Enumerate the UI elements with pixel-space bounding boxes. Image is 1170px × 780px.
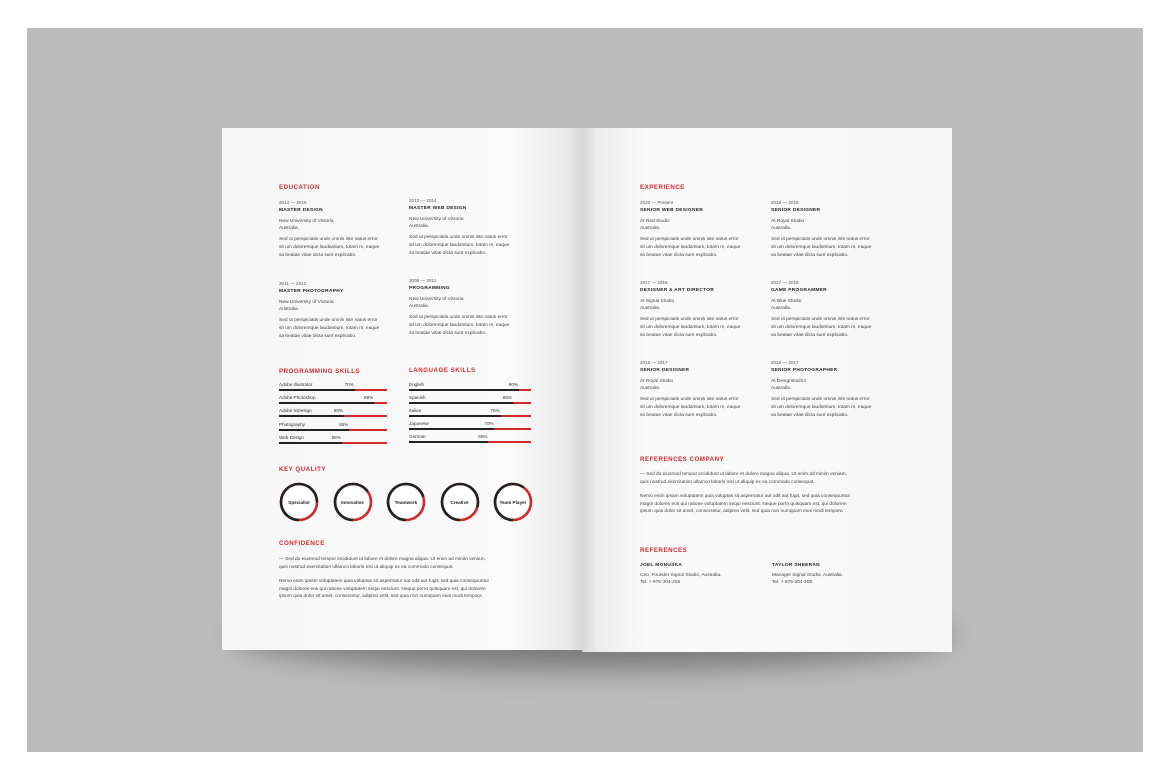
- para-line: magni dolores eos qui ratione voluptatem sequi nesciunt. Neque porro quisquam est, qui dolorem: [640, 501, 847, 507]
- skill-bar: [279, 435, 387, 445]
- education-desc: [279, 236, 409, 259]
- language-label: Spanish: [409, 395, 426, 400]
- para-line: — Sed do eiusmod tempor incididunt ut labore et dolore magna aliqua. Ut enim ad minim veniam,: [279, 557, 486, 562]
- reference-tel: Tel. + 975-304-205: [640, 580, 681, 586]
- education-entry: [409, 198, 539, 257]
- quality-ring: [333, 482, 373, 522]
- desc-line: sa beatae vitae dicta sunt explicabo.: [640, 412, 718, 418]
- desc-line: Sed ut perspiciatis unde omnis iste natus error: [409, 315, 508, 321]
- desc-line: sa beatae vitae dicta sunt explicabo.: [771, 412, 849, 418]
- skill-percent: 60%: [333, 408, 343, 414]
- desc-line: sit um doloremque laudantium, totam m, eaque: [640, 245, 741, 250]
- experience-place: At Royal Studio: [771, 219, 805, 224]
- experience-date: 2017 — 2018: [640, 280, 668, 285]
- skill-fill: [279, 402, 374, 404]
- references-heading: REFERENCES: [640, 547, 688, 554]
- language-bar: [409, 382, 531, 392]
- experience-entry: [771, 360, 901, 419]
- language-bar: [409, 421, 531, 431]
- experience-desc: [771, 316, 901, 339]
- left-page: [222, 128, 582, 650]
- experience-entry: [640, 360, 770, 419]
- education-title: MASTER DESIGN: [279, 208, 323, 213]
- education-date: 2014 — 2016: [279, 200, 307, 205]
- programming-skills-heading: PROGRAMMING SKILLS: [279, 368, 361, 375]
- desc-line: sa beatae vitae dicta sunt explicabo.: [279, 252, 357, 258]
- references-company-heading: REFERENCES COMPANY: [640, 456, 725, 463]
- quality-ring: [386, 482, 426, 522]
- references-company-para1: [640, 471, 847, 486]
- education-heading: EDUCATION: [279, 184, 320, 191]
- reference-role: Ceo, Founder Signal Studio, Australia.: [640, 573, 722, 578]
- skill-bar: [279, 395, 387, 405]
- experience-title: SENIOR DESIGNER: [771, 208, 821, 213]
- quality-ring: [493, 482, 533, 522]
- right-page: [582, 128, 952, 652]
- language-track: [409, 402, 531, 404]
- language-track: [409, 415, 531, 417]
- skill-fill: [279, 415, 344, 417]
- desc-line: sit um doloremque laudantium, totam m, eaque: [409, 243, 510, 248]
- education-place: New University of Victoria: [409, 297, 464, 302]
- experience-title: SENIOR DESIGNER: [640, 368, 690, 373]
- language-bar: [409, 395, 531, 405]
- language-percent: 85%: [502, 395, 512, 400]
- skill-fill: [279, 442, 342, 444]
- experience-place2: Australia.: [771, 386, 791, 392]
- desc-line: Sed ut perspiciatis unde omnis iste natus error: [771, 397, 870, 403]
- language-fill: [409, 441, 488, 443]
- skill-track: [279, 442, 387, 444]
- desc-line: sit um doloremque laudantium, totam m, eaque: [279, 245, 380, 250]
- confidence-heading: CONFIDENCE: [279, 540, 325, 547]
- desc-line: Sed ut perspiciatis unde omnis iste natus error: [771, 317, 870, 323]
- desc-line: sa beatae vitae dicta sunt explicabo.: [279, 333, 357, 339]
- desc-line: sit um doloremque laudantium, totam m, eaque: [640, 405, 741, 410]
- para-line: ipsum quia dolor sit amet, consectetur, adipisci velit, sed quia non numquam eius modi tempora: [279, 594, 482, 600]
- skill-fill: [279, 429, 349, 431]
- para-line: ipsum quia dolor sit amet, consectetur, adipisci velit, sed quia non numquam eius modi tempora: [640, 509, 843, 515]
- desc-line: sit um doloremque laudantium, totam m, eaque: [771, 245, 872, 250]
- desc-line: Sed ut perspiciatis unde omnis iste natus error: [640, 237, 739, 243]
- skill-label: Adobe Photoshop: [279, 395, 316, 401]
- skill-percent: 65%: [339, 421, 349, 427]
- desc-line: sa beatae vitae dicta sunt explicabo.: [409, 330, 487, 336]
- skill-bar: [279, 408, 387, 418]
- language-skills-heading: LANGUAGE SKILLS: [409, 367, 476, 374]
- language-bar: [409, 408, 531, 418]
- language-fill: [409, 389, 519, 391]
- education-place2: Australia.: [409, 224, 429, 230]
- experience-title: SENIOR WEB DESIGNER: [640, 208, 704, 213]
- experience-date: 2020 — Present: [640, 200, 674, 205]
- language-label: English: [409, 382, 425, 387]
- quality-label: Specialist: [288, 499, 310, 505]
- experience-place: At Red Studio: [640, 219, 670, 224]
- para-line: Nemo enim ipsam voluptatem quia voluptas sit aspernatur aut odit aut fugit, sed quia consequuntur: [279, 579, 490, 584]
- education-title: PROGRAMMING: [409, 286, 450, 291]
- education-title: MASTER PHOTOGRAPHY: [279, 289, 344, 294]
- language-percent: 90%: [508, 382, 518, 387]
- language-percent: 70%: [484, 421, 494, 426]
- education-desc: [409, 314, 539, 337]
- language-fill: [409, 415, 501, 417]
- reference-role: Manager Signal Studio, Australia.: [772, 573, 843, 578]
- quality-label: Creative: [450, 499, 469, 505]
- language-track: [409, 389, 531, 391]
- experience-place: At Blue Studio: [771, 299, 802, 304]
- skill-percent: 70%: [344, 382, 354, 387]
- experience-place2: Australia.: [771, 226, 791, 232]
- skill-track: [279, 402, 387, 404]
- experience-date: 2018 — 2019: [771, 200, 799, 205]
- key-quality-heading: KEY QUALITY: [279, 466, 326, 473]
- desc-line: sa beatae vitae dicta sunt explicabo.: [409, 250, 487, 256]
- desc-line: Sed ut perspiciatis unde omnis iste natus error: [771, 237, 870, 243]
- desc-line: sa beatae vitae dicta sunt explicabo.: [771, 332, 849, 338]
- language-track: [409, 441, 531, 443]
- education-date: 2009 — 2011: [409, 278, 437, 283]
- references-company-para2: [640, 493, 850, 516]
- experience-date: 2016 — 2017: [771, 360, 799, 365]
- experience-place: At Signal Studio: [640, 299, 675, 304]
- education-place2: Australia.: [279, 226, 299, 232]
- education-desc: [279, 317, 409, 340]
- skill-bar: [279, 422, 387, 432]
- language-label: Italian: [409, 408, 422, 413]
- quality-ring: [279, 482, 319, 522]
- education-entry: [279, 281, 409, 340]
- skill-percent: 88%: [364, 395, 374, 401]
- experience-place2: Australia.: [771, 306, 791, 312]
- language-percent: 75%: [490, 408, 500, 413]
- experience-entry: [771, 200, 901, 259]
- experience-date: 2016 — 2017: [640, 360, 668, 365]
- experience-place2: Australia.: [640, 306, 660, 312]
- education-date: 2012 — 2014: [409, 198, 437, 203]
- education-desc: [409, 234, 539, 257]
- experience-heading: EXPERIENCE: [640, 184, 685, 191]
- confidence-para2: [279, 578, 489, 601]
- skill-label: Web Design: [279, 434, 304, 440]
- education-entry: [409, 278, 539, 337]
- desc-line: sit um doloremque laudantium, totam m, eaque: [771, 325, 872, 330]
- skill-track: [279, 429, 387, 431]
- para-line: — Sed do eiusmod tempor incididunt ut labore et dolore magna aliqua. Ut enim ad minim veniam,: [640, 472, 847, 477]
- language-fill: [409, 402, 513, 404]
- experience-place: At Designsoul14: [771, 379, 806, 384]
- para-line: quis nostrud exercitation ullamco laboris nisi ut aliquip ex ea commodo consequat.: [640, 479, 815, 485]
- reference-card: [772, 563, 843, 586]
- language-percent: 65%: [478, 434, 488, 439]
- skill-fill: [279, 389, 355, 391]
- reference-card: [640, 563, 721, 586]
- desc-line: Sed ut perspiciatis unde omnis iste natus error: [640, 317, 739, 323]
- experience-desc: [771, 236, 901, 259]
- experience-desc: [640, 236, 770, 259]
- experience-date: 2017 — 2018: [771, 280, 799, 285]
- desc-line: Sed ut perspiciatis unde omnis iste natus error: [409, 235, 508, 241]
- education-place2: Australia.: [409, 304, 429, 310]
- skill-bar: [279, 382, 387, 392]
- reference-name: TAYLOR SHEERAN: [772, 563, 820, 568]
- experience-place: At Royal Studio: [640, 379, 674, 384]
- education-place: New University of Victoria: [409, 217, 464, 222]
- education-date: 2011 — 2012: [279, 281, 307, 286]
- para-line: quis nostrud exercitation ullamco laboris nisi ut aliquip ex ea commodo consequat.: [279, 564, 454, 570]
- education-place: New University of Victoria: [279, 300, 334, 305]
- skill-label: Photography: [279, 421, 306, 427]
- skill-label: Adobe Illustrator: [279, 382, 313, 387]
- desc-line: sa beatae vitae dicta sunt explicabo.: [640, 252, 718, 258]
- experience-desc: [640, 396, 770, 419]
- skill-track: [279, 415, 387, 417]
- experience-desc: [640, 316, 770, 339]
- experience-entry: [771, 280, 901, 339]
- desc-line: Sed ut perspiciatis unde omnis iste natus error: [640, 397, 739, 403]
- skill-percent: 58%: [331, 434, 341, 440]
- education-title: MASTER WEB DESIGN: [409, 206, 467, 211]
- experience-desc: [771, 396, 901, 419]
- quality-label: Team Player: [499, 499, 527, 505]
- reference-tel: Tel. + 975-304-205: [772, 580, 813, 586]
- experience-entry: [640, 200, 770, 259]
- reference-name: JOEL MONUSKA: [640, 563, 683, 568]
- experience-entry: [640, 280, 770, 339]
- desc-line: sit um doloremque laudantium, totam m, eaque: [409, 323, 510, 328]
- quality-label: Innovative: [341, 499, 364, 505]
- para-line: magni dolores eos qui ratione voluptatem sequi nesciunt. Neque porro quisquam est, qui dolorem: [279, 586, 486, 592]
- education-entry: [279, 200, 409, 259]
- desc-line: sit um doloremque laudantium, totam m, eaque: [771, 405, 872, 410]
- experience-place2: Australia.: [640, 226, 660, 232]
- education-place2: Australia.: [279, 307, 299, 313]
- experience-title: SENIOR PHOTOGRAPHER: [771, 368, 838, 373]
- desc-line: sa beatae vitae dicta sunt explicabo.: [640, 332, 718, 338]
- language-label: Japanese: [409, 421, 429, 426]
- skill-label: Adobe InDesign: [279, 408, 312, 414]
- desc-line: Sed ut perspiciatis unde omnis iste natus error: [279, 318, 378, 324]
- para-line: Nemo enim ipsam voluptatem quia voluptas sit aspernatur aut odit aut fugit, sed quia consequuntur: [640, 494, 851, 499]
- experience-title: DESIGNER & ART DIRECTOR: [640, 288, 715, 293]
- experience-place2: Australia.: [640, 386, 660, 392]
- desc-line: sit um doloremque laudantium, totam m, eaque: [279, 326, 380, 331]
- desc-line: sa beatae vitae dicta sunt explicabo.: [771, 252, 849, 258]
- experience-title: GAME PROGRAMMER: [771, 288, 827, 293]
- language-fill: [409, 428, 494, 430]
- language-label: German: [409, 434, 426, 439]
- language-track: [409, 428, 531, 430]
- education-place: New University of Victoria: [279, 219, 334, 224]
- quality-label: Teamwork: [394, 499, 418, 505]
- desc-line: sit um doloremque laudantium, totam m, eaque: [640, 325, 741, 330]
- quality-ring: [440, 482, 480, 522]
- skill-track: [279, 389, 387, 391]
- confidence-para1: [279, 556, 486, 571]
- desc-line: Sed ut perspiciatis unde omnis iste natus error: [279, 237, 378, 243]
- language-bar: [409, 434, 531, 444]
